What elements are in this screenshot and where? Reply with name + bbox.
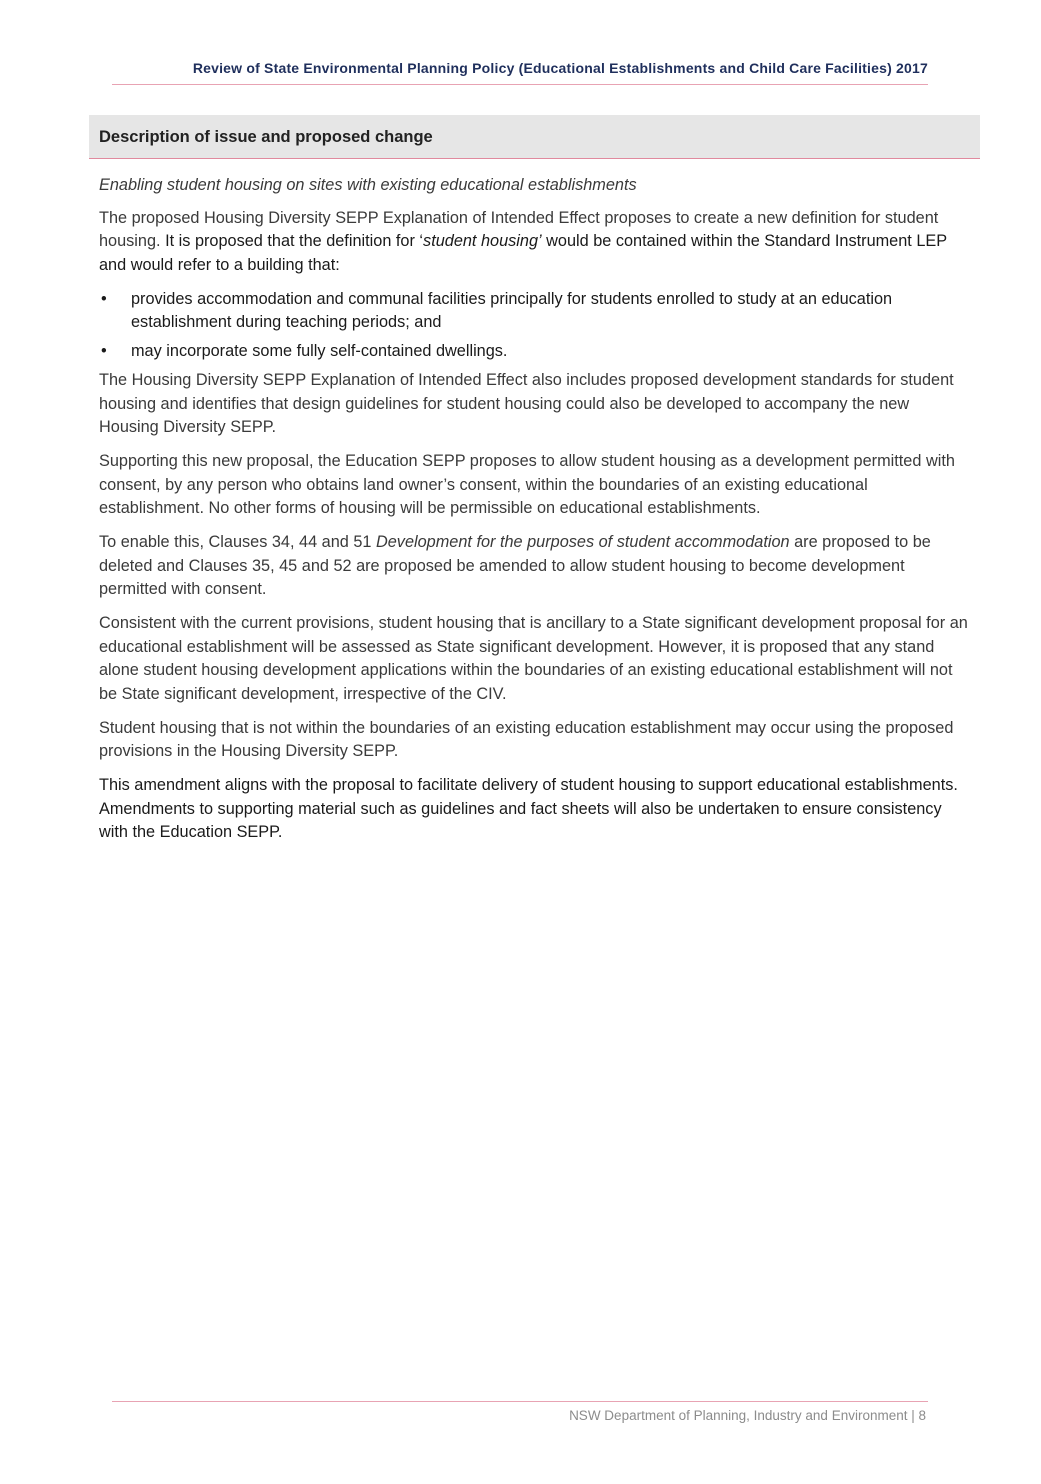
page-footer: NSW Department of Planning, Industry and Environment | 8: [569, 1408, 926, 1423]
header-divider: [112, 84, 928, 85]
document-body: [99, 174, 969, 855]
bullet-icon: •: [101, 289, 107, 308]
list-item-text: provides accommodation and communal facilities principally for students enrolled to study at an education establishment during teaching periods; and: [131, 289, 893, 331]
defined-term: student housing’: [423, 232, 542, 250]
section-heading-band: [89, 115, 980, 159]
paragraph-text: The proposed Housing Diversity SEPP Explanation of Intended Effect proposes to create a new definition for student housing.: [99, 208, 939, 250]
definition-bullet-list: [99, 288, 969, 364]
clause-title: Development for the purposes of student accommodation: [375, 533, 790, 551]
subheading: Enabling student housing on sites with existing educational establishments: [99, 176, 637, 194]
paragraph-outside-boundaries: Student housing that is not within the boundaries of an existing education establishment may occur using the proposed provisions in the Housing Diversity SEPP.: [99, 718, 954, 760]
paragraph-text: To enable this, Clauses 34, 44 and 51: [99, 533, 376, 551]
list-item: [99, 288, 969, 335]
paragraph-text: are proposed to be deleted and Clauses 35, 45 and 52 are proposed be amended to allow student housing to become development permitted with consent.: [99, 533, 931, 598]
paragraph-amendment-alignment: This amendment aligns with the proposal to facilitate delivery of student housing to support educational establishments. Amendments to supporting material such as guidelines and fact sheets will also be undertaken to ensure consistency with the Education SEPP.: [99, 776, 958, 841]
paragraph-supporting-proposal: Supporting this new proposal, the Education SEPP proposes to allow student housing as a development permitted with consent, by any person who obtains land owner’s consent, within the boundaries of an existing educational establishment. No other forms of housing will be permissible on educational establishments.: [99, 452, 955, 517]
bullet-icon: •: [101, 341, 107, 360]
paragraph-student-housing-definition: [99, 207, 969, 278]
section-title: Description of issue and proposed change: [99, 128, 433, 146]
footer-divider: [112, 1401, 928, 1402]
running-header-title: Review of State Environmental Planning Policy (Educational Establishments and Child Care Facilities) 2017: [192, 60, 928, 76]
list-item-text: may incorporate some fully self-contained dwellings.: [131, 341, 508, 360]
paragraph-text: It is proposed that the definition for ‘: [165, 232, 424, 250]
paragraph-development-standards: The Housing Diversity SEPP Explanation of Intended Effect also includes proposed development standards for student housing and identifies that design guidelines for student housing could also be developed to accompany the new Housing Diversity SEPP.: [99, 371, 954, 436]
paragraph-state-significant: Consistent with the current provisions, student housing that is ancillary to a State significant development proposal for an educational establishment will be assessed as State significant development. However, it is proposed that any stand alone student housing development applications within the boundaries of an existing educational establishment will not be State significant development, irrespective of the CIV.: [99, 614, 968, 703]
list-item: [99, 340, 969, 364]
paragraph-text: would be contained within the Standard Instrument LEP and would refer to a building that:: [99, 232, 947, 274]
paragraph-clauses: [99, 531, 969, 602]
